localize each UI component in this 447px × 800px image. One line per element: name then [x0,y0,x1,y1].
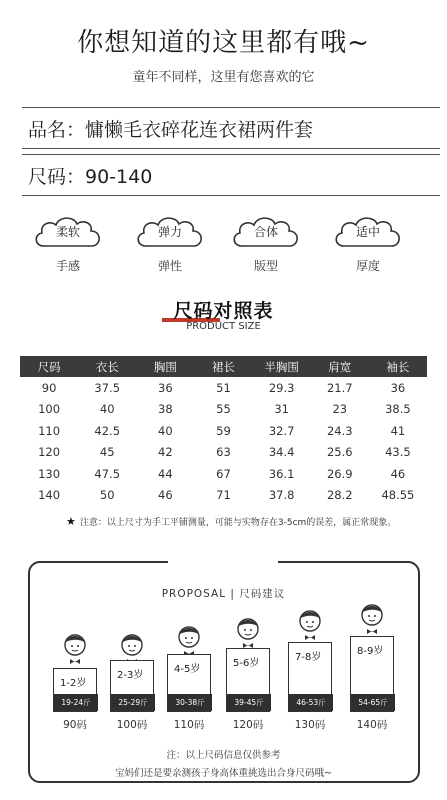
table-cell: 100 [38,402,61,417]
child-face-icon [226,614,270,650]
kid-weight: 25-29斤 [111,694,155,711]
feature-caption: 版型 [253,259,278,273]
table-cell: 40 [158,423,173,438]
kid-age: 2-3岁 [117,670,144,681]
star-icon: ★ [66,515,76,528]
table-cell: 41 [390,423,406,438]
table-cell: 29.3 [268,380,295,395]
table-cell: 43.5 [385,445,411,460]
table-cell: 71 [216,488,231,503]
measurement-note [66,515,396,528]
kid-size-card [167,622,211,712]
size-table [20,356,427,506]
proposal-title: PROPOSAL | 尺码建议 [161,588,286,600]
table-cell: 36 [158,380,173,395]
kid-box [226,648,270,712]
kid-size-label: 90码 [63,719,87,731]
table-cell: 37.5 [94,380,121,395]
feature-caption: 手感 [55,259,80,273]
child-face-icon [167,622,211,658]
page-title: 你想知道的这里都有哦~ [77,28,370,58]
kid-weight: 30-38斤 [168,694,212,711]
feature-fit [228,212,304,274]
table-cell: 34.4 [268,445,295,460]
kid-age: 7-8岁 [295,652,322,663]
table-cell: 59 [216,423,231,438]
column-header: 尺码 [20,356,78,377]
table-cell: 63 [216,445,231,460]
kid-size-label: 110码 [173,719,205,731]
kid-box [350,636,394,712]
table-cell: 32.7 [268,423,295,438]
kid-size-card [226,614,270,712]
child-face-icon [350,600,394,636]
table-cell: 38 [158,402,173,417]
table-cell: 51 [216,380,231,395]
table-cell: 50 [99,488,115,503]
kid-box [288,642,332,712]
kid-size-label: 140码 [356,719,388,731]
column-header: 裙长 [194,356,252,377]
feature-caption: 厚度 [355,259,380,273]
kid-size-label: 120码 [232,719,264,731]
kid-size-label: 130码 [294,719,326,731]
child-face-icon [288,606,332,642]
column-header: 肩宽 [311,356,369,377]
column-header: 衣长 [78,356,136,377]
feature-elasticity [132,212,208,274]
table-row [20,442,427,464]
table-cell: 90 [41,380,57,395]
feature-caption: 弹性 [157,259,182,273]
size-table-title: 尺码对照表 [173,300,274,322]
table-cell: 36.1 [268,466,295,481]
kid-size-label: 100码 [116,719,148,731]
table-cell: 28.2 [326,488,353,503]
size-table-subtitle: PRODUCT SIZE [186,321,261,332]
page-subtitle: 童年不同样，这里有您喜欢的它 [132,70,315,85]
kid-size-card [53,630,97,712]
child-face-icon [53,630,97,666]
table-cell: 55 [216,402,231,417]
table-cell: 24.3 [326,423,353,438]
column-header: 半胸围 [253,356,311,377]
table-cell: 31 [274,402,289,417]
table-cell: 47.5 [94,466,121,481]
feature-badge: 合体 [253,225,278,239]
product-name-bar [22,107,440,149]
feature-thickness [330,212,406,274]
table-row [20,485,427,507]
table-cell: 110 [38,423,61,438]
kid-age: 5-6岁 [233,658,260,669]
kid-weight: 54-65斤 [351,694,395,711]
table-header-row [20,356,427,377]
column-header: 胸围 [136,356,194,377]
table-cell: 42 [158,445,173,460]
feature-badge: 适中 [355,225,380,239]
table-cell: 37.8 [268,488,295,503]
kid-weight: 39-45斤 [227,694,271,711]
kid-size-card [288,606,332,712]
kid-box [167,654,211,712]
feature-softness [30,212,106,274]
kid-box [110,660,154,712]
table-cell: 25.6 [326,445,353,460]
table-cell: 48.55 [381,488,415,503]
table-row [20,463,427,485]
product-name: 品名：慵懒毛衣碎花连衣裙两件套 [28,119,314,141]
table-cell: 38.5 [385,402,411,417]
kid-age: 4-5岁 [174,664,201,675]
table-cell: 36 [390,380,406,395]
table-row [20,420,427,442]
table-row [20,399,427,421]
table-cell: 120 [38,445,61,460]
footer-tip: 宝妈们还是要亲测孩子身高体重挑选出合身尺码哦~ [115,768,332,779]
table-cell: 46 [158,488,173,503]
feature-badge: 弹力 [157,225,182,239]
table-cell: 140 [38,488,61,503]
measurement-note-text: 注意：以上尺寸为手工平铺测量，可能与实物存在3-5cm的误差，属正常现象。 [79,518,397,528]
kid-size-card [110,630,154,712]
kid-age: 1-2岁 [60,678,87,689]
footer-note: 注：以上尺码信息仅供参考 [166,750,281,761]
table-cell: 26.9 [326,466,353,481]
feature-badge: 柔软 [55,225,80,239]
kid-size-card [350,600,394,712]
kid-age: 8-9岁 [357,646,384,657]
table-cell: 44 [158,466,173,481]
kid-box [53,668,97,712]
table-row [20,377,427,399]
kid-weight: 19-24斤 [54,694,98,711]
kid-weight: 46-53斤 [289,694,333,711]
table-cell: 130 [38,466,61,481]
table-cell: 21.7 [326,380,353,395]
product-size-bar [22,154,440,196]
column-header: 袖长 [369,356,427,377]
table-cell: 42.5 [94,423,121,438]
table-cell: 45 [99,445,115,460]
table-cell: 40 [99,402,115,417]
product-size-range: 尺码：90-140 [28,166,153,188]
table-cell: 67 [216,466,231,481]
table-cell: 46 [390,466,406,481]
table-cell: 23 [332,402,348,417]
